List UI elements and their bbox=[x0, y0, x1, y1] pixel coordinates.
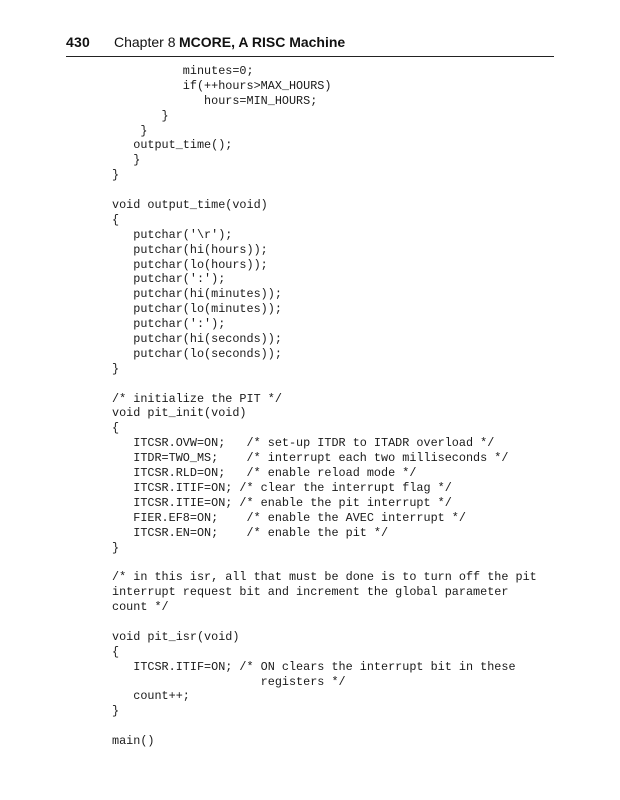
code-line: } bbox=[112, 123, 148, 138]
code-line: } bbox=[112, 540, 120, 555]
page-header bbox=[66, 34, 554, 57]
code-line bbox=[112, 183, 537, 198]
code-line: ITCSR.RLD=ON; /* enable reload mode */ bbox=[112, 466, 417, 481]
code-line: putchar(':'); bbox=[112, 272, 226, 287]
code-line: output_time(); bbox=[112, 138, 233, 153]
code-line: ITCSR.ITIF=ON; /* clear the interrupt flag */ bbox=[112, 480, 452, 495]
code-line: void output_time(void) bbox=[112, 198, 268, 213]
code-line: putchar(lo(hours)); bbox=[112, 257, 268, 272]
code-line: interrupt request bit and increment the global parameter bbox=[112, 585, 509, 600]
code-line: putchar('\r'); bbox=[112, 227, 233, 242]
code-line: putchar(hi(minutes)); bbox=[112, 287, 282, 302]
code-listing bbox=[112, 64, 537, 749]
code-line: } bbox=[112, 361, 120, 376]
code-line: putchar(hi(seconds)); bbox=[112, 332, 282, 347]
code-line: } bbox=[112, 108, 169, 123]
code-line: count++; bbox=[112, 689, 190, 704]
code-line: ITCSR.EN=ON; /* enable the pit */ bbox=[112, 525, 389, 540]
chapter-label: Chapter 8 bbox=[114, 34, 176, 50]
code-line: FIER.EF8=ON; /* enable the AVEC interrupt */ bbox=[112, 510, 466, 525]
code-line bbox=[112, 377, 537, 392]
code-line: { bbox=[112, 644, 120, 659]
code-line: minutes=0; bbox=[112, 64, 254, 78]
code-line: /* in this isr, all that must be done is to turn off the pit bbox=[112, 570, 537, 585]
code-line: { bbox=[112, 421, 120, 436]
code-line: main() bbox=[112, 734, 155, 749]
code-line: if(++hours>MAX_HOURS) bbox=[112, 78, 332, 93]
code-line: void pit_init(void) bbox=[112, 406, 247, 421]
page-number: 430 bbox=[66, 34, 90, 50]
code-line: registers */ bbox=[112, 674, 346, 689]
code-line: hours=MIN_HOURS; bbox=[112, 93, 318, 108]
code-line: ITCSR.ITIF=ON; /* ON clears the interrupt bit in these bbox=[112, 659, 516, 674]
code-line: count */ bbox=[112, 600, 169, 615]
code-line: putchar(lo(seconds)); bbox=[112, 346, 282, 361]
code-line: ITDR=TWO_MS; /* interrupt each two milliseconds */ bbox=[112, 451, 509, 466]
code-line bbox=[112, 615, 537, 630]
chapter-title: MCORE, A RISC Machine bbox=[179, 34, 346, 50]
code-line: } bbox=[112, 168, 120, 183]
code-line: putchar(':'); bbox=[112, 317, 226, 332]
code-line: ITCSR.OVW=ON; /* set-up ITDR to ITADR overload */ bbox=[112, 436, 495, 451]
code-line: { bbox=[112, 212, 120, 227]
code-line: } bbox=[112, 153, 141, 168]
code-line: putchar(lo(minutes)); bbox=[112, 302, 282, 317]
code-line: } bbox=[112, 704, 120, 719]
code-line bbox=[112, 719, 537, 734]
code-line: putchar(hi(hours)); bbox=[112, 242, 268, 257]
code-line bbox=[112, 555, 537, 570]
code-line: void pit_isr(void) bbox=[112, 629, 240, 644]
code-line: /* initialize the PIT */ bbox=[112, 391, 282, 406]
code-line: ITCSR.ITIE=ON; /* enable the pit interrupt */ bbox=[112, 495, 452, 510]
